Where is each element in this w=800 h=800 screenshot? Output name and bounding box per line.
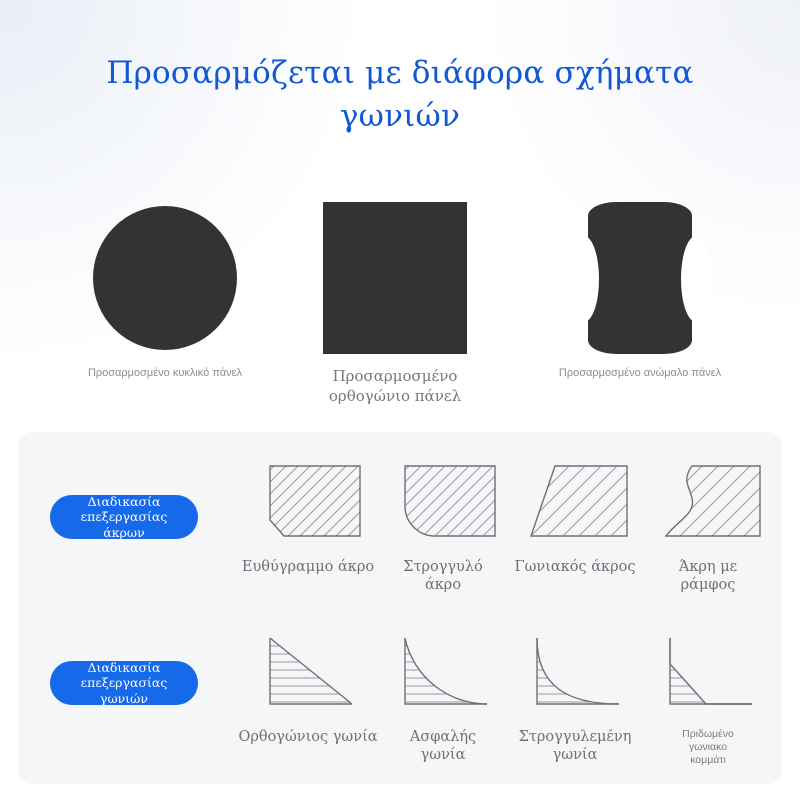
rectangle-shape-caption-line1: Προσαρμοσμένο: [332, 367, 458, 385]
edge-item-beak: [633, 454, 783, 594]
irregular-shape-caption: Προσαρμοσμένο ανώμαλο πάνελ: [558, 367, 722, 379]
chamfered-corner-label-line3: κομμάτι: [690, 754, 726, 767]
chamfered-corner-label: [633, 728, 783, 767]
circle-shape-caption: Προσαρμοσμένο κυκλικό πάνελ: [87, 367, 243, 379]
safe-corner-label-line1: Ασφαλής: [409, 729, 477, 745]
safe-corner-art: [368, 624, 518, 720]
rounded-corner-art: [500, 624, 650, 720]
safe-corner-label: [368, 728, 518, 764]
circle-shape-holder: [45, 195, 285, 360]
corner-item-safe: [368, 624, 518, 764]
irregular-shape-icon: [588, 202, 692, 354]
corner-processing-pill-line1: Διαδικασία: [87, 659, 161, 675]
page-title-line1: Προσαρμόζεται με διάφορα σχήματα: [106, 55, 694, 91]
right-angle-corner-art: [233, 624, 383, 720]
corner-item-chamfered: [633, 624, 783, 767]
edge-item-straight: [233, 454, 383, 576]
rectangle-shape-icon: [323, 202, 467, 354]
rounded-corner-label: Στρογγυλεμένη γωνία: [518, 729, 632, 764]
beak-edge-label: [633, 558, 783, 594]
round-edge-icon: [383, 454, 503, 546]
rounded-corner-icon: [515, 624, 635, 716]
edge-item-angled: [500, 454, 650, 576]
edge-processing-pill-line1: Διαδικασία: [87, 493, 161, 509]
straight-edge-label: Ευθύγραμμο άκρο: [241, 559, 375, 575]
safe-corner-label-line2: γωνία: [420, 747, 466, 764]
rectangle-shape-caption-line2: ορθογώνιο πάνελ: [328, 387, 462, 406]
angled-edge-label: Γωνιακός άκρος: [514, 559, 636, 575]
straight-edge-icon: [248, 454, 368, 546]
shape-item-irregular: [520, 195, 760, 381]
beak-edge-label-line1: Άκρη με: [678, 559, 738, 575]
right-angle-corner-label: Ορθογώνιος γωνία: [238, 729, 378, 745]
page-title-line2: γωνιών: [339, 97, 461, 134]
chamfered-corner-label-line2: γωνιακο: [688, 741, 728, 754]
corner-processing-pill-line2: επεξεργασίας γωνιών: [80, 675, 168, 706]
rectangle-shape-holder: [275, 195, 515, 360]
safe-corner-icon: [383, 624, 503, 716]
round-edge-label-line1: Στρογγυλό: [403, 559, 483, 575]
edge-item-round: [368, 454, 518, 594]
shape-item-rectangle: [275, 195, 515, 407]
round-edge-art: [368, 454, 518, 550]
page-title: [50, 52, 750, 138]
angled-edge-art: [500, 454, 650, 550]
angled-edge-icon: [515, 454, 635, 546]
edge-processing-pill-line2: επεξεργασίας άκρων: [80, 509, 168, 540]
panel-shapes-row: [0, 195, 800, 406]
shape-item-circle: [45, 195, 285, 381]
chamfered-corner-art: [633, 624, 783, 720]
rectangle-shape-caption: [275, 366, 515, 407]
beak-edge-art: [633, 454, 783, 550]
beak-edge-icon: [648, 454, 768, 546]
corner-item-rounded: [500, 624, 650, 764]
round-edge-label: [368, 558, 518, 594]
round-edge-label-line2: άκρο: [424, 577, 462, 594]
circle-shape-icon: [93, 206, 237, 350]
chamfered-corner-label-line1: Πριδωμένο: [682, 728, 734, 740]
edge-processing-pill[interactable]: [50, 495, 198, 539]
corner-item-right-angle: [233, 624, 383, 746]
straight-edge-art: [233, 454, 383, 550]
beak-edge-label-line2: ράμφος: [680, 577, 736, 594]
corner-processing-pill[interactable]: [50, 661, 198, 705]
right-angle-corner-icon: [248, 624, 368, 716]
irregular-shape-holder: [520, 195, 760, 360]
processing-panel: [18, 432, 782, 784]
chamfered-corner-icon: [648, 624, 768, 716]
